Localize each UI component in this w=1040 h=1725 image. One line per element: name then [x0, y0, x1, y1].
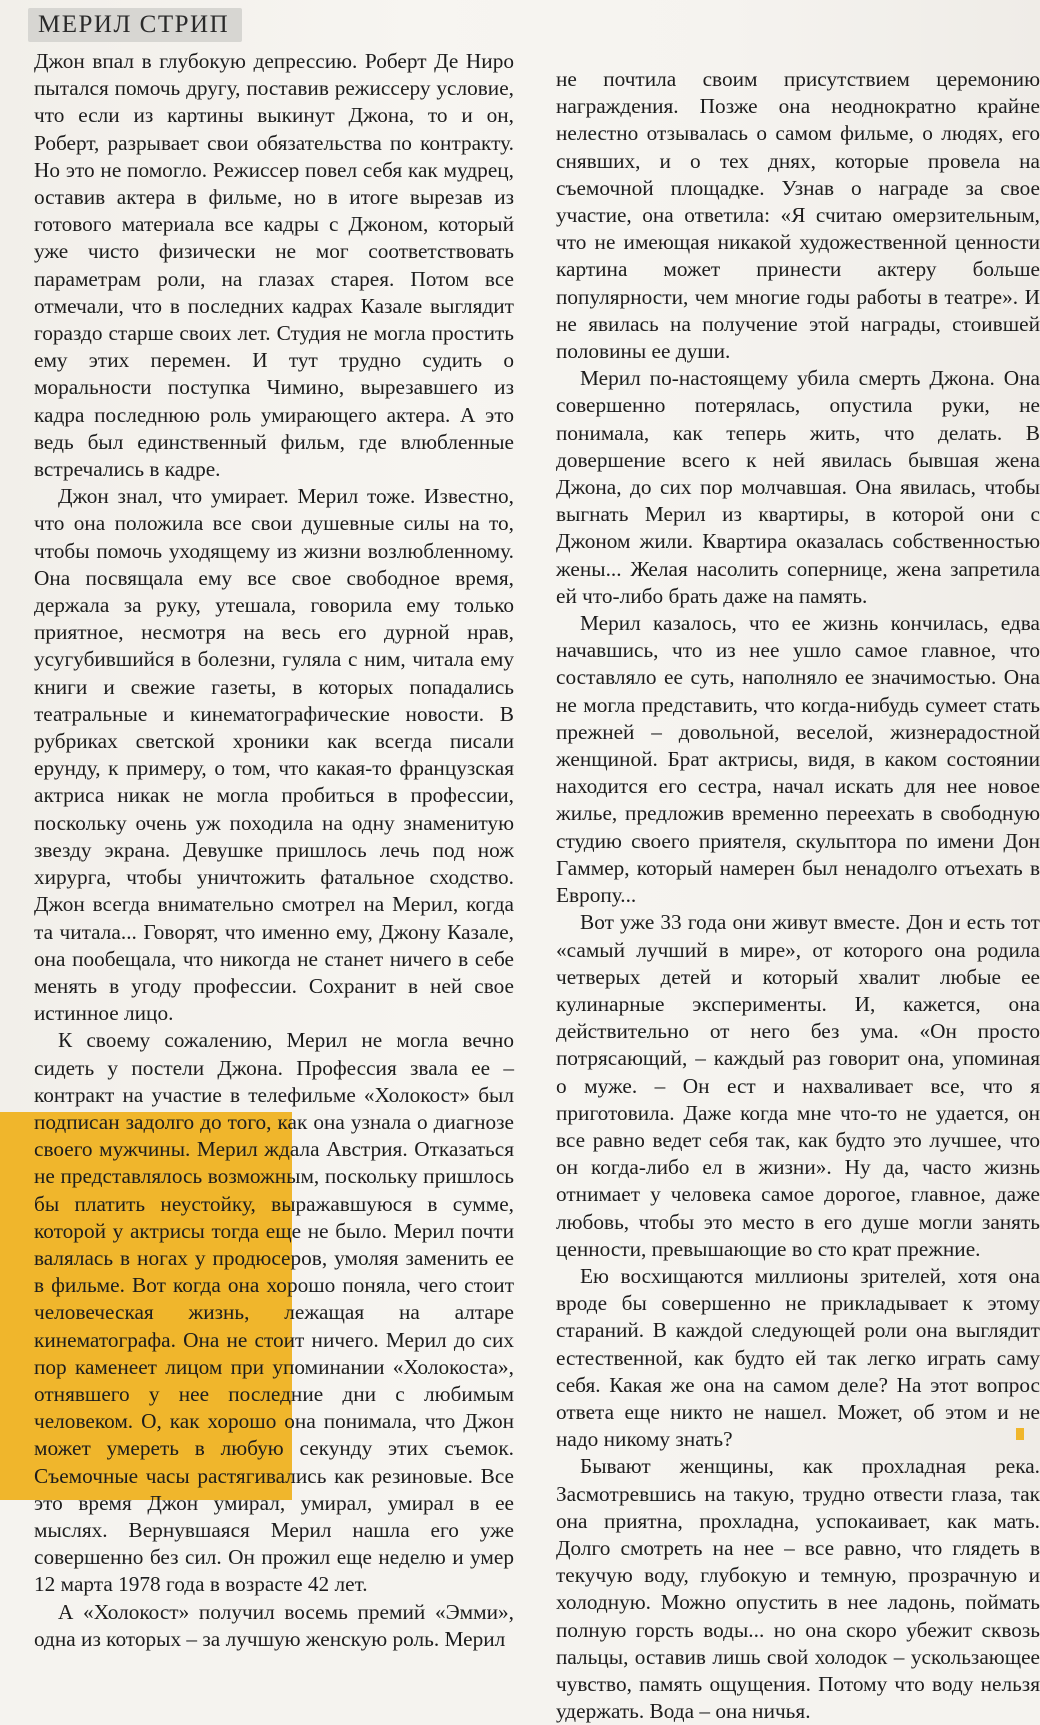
article-end-mark	[1016, 1428, 1024, 1440]
left-text-column	[34, 48, 514, 1653]
paragraph: Вот уже 33 года они живут вместе. Дон и есть тот «самый лучший в мире», от которого она родила четверых детей и который хвалит любые ее кулинарные эксперименты. И, кажется, она действительно от него без ума. «Он просто потрясающий, – каждый раз говорит она, упоминая о муже. – Он ест и нахваливает все, что я приготовила. Даже когда мне что-то не удается, он все равно ведет себя так, как будто это лучшее, что он когда-либо ел в жизни». Ну да, часто жизнь отнимает у человека самое дорогое, главное, даже любовь, чтобы это место в его душе могли занять ценности, превышающие во сто крат прежние.	[556, 910, 1040, 1261]
paragraph: Джон впал в глубокую депрессию. Роберт Де Ниро пытался помочь другу, поставив режиссеру условие, что если из картины выкинут Джона, то и он, Роберт, разрывает свои обязательства по контракту. Но это не помогло. Режиссер повел себя как мудрец, оставив актера в фильме, но в итоге вырезав из готового материала все кадры с Джоном, который уже чисто физически не мог соответствовать параметрам роли, на глазах старея. Потом все отмечали, что в последних кадрах Казале выглядит гораздо старше своих лет. Студия не могла простить ему этих перемен. И тут трудно судить о моральности поступка Чимино, вырезавшего из кадра последнюю роль умирающего актера. А это ведь был единственный фильм, где влюбленные встречались в кадре.	[34, 49, 514, 482]
paragraph-continuation: не почтила своим присутствием церемонию награждения. Позже она неоднократно крайне нелестно отзывалась о самом фильме, о людях, его снявших, и о тех днях, которые провела на съемочной площадке. Узнав о награде за свое участие, она ответила: «Я считаю омерзительным, что не имеющая никакой художественной ценности картина может принести актеру больше популярности, чем многие годы работы в театре». И не явилась на получение этой награды, стоившей половины ее души.	[556, 67, 1040, 364]
page-header-title: МЕРИЛ СТРИП	[38, 11, 230, 38]
paragraph: Мерил казалось, что ее жизнь кончилась, едва начавшись, что из нее ушло самое главное, что составляло ее суть, наполняло ее значимостью. Она не могла представить, что когда-нибудь сумеет стать прежней – довольной, веселой, жизнерадостной женщиной. Брат актрисы, видя, в каком состоянии находится его сестра, начал искать для нее новое жилье, предложив временно переехать в свободную студию своего приятеля, скульптора по имени Дон Гаммер, который намерен был ненадолго отъехать в Европу...	[556, 611, 1040, 908]
paragraph: К своему сожалению, Мерил не могла вечно сидеть у постели Джона. Профессия звала ее – контракт на участие в телефильме «Холокост» был подписан задолго до того, как она узнала о диагнозе своего мужчины. Мерил ждала Австрия. Отказаться не представлялось возможным, поскольку пришлось бы платить неустойку, выражавшуюся в сумме, которой у актрисы тогда еще не было. Мерил почти валялась в ногах у продюсеров, умоляя заменить ее в фильме. Вот когда она хорошо поняла, чего стоит человеческая жизнь, лежащая на алтаре кинематографа. Она не стоит ничего. Мерил до сих пор каменеет лицом при упоминании «Холокоста», отнявшего у нее последние дни с любимым человеком. О, как хорошо она понимала, что Джон может умереть в любую секунду этих съемок. Съемочные часы растягивались как резиновые. Все это время Джон умирал, умирал, умирал в ее мыслях. Вернувшаяся Мерил нашла его уже совершенно без сил. Он прожил еще неделю и умер 12 марта 1978 года в возрасте 42 лет.	[34, 1028, 514, 1597]
paragraph: Мерил по-настоящему убила смерть Джона. Она совершенно потерялась, опустила руки, не понимала, как теперь жить, что делать. В довершение всего к ней явилась бывшая жена Джона, до сих пор молчавшая. Она явилась, чтобы выгнать Мерил из квартиры, в которой они с Джоном жили. Квартира оказалась собственностью жены... Желая насолить сопернице, жена запретила ей что-либо брать даже на память.	[556, 366, 1040, 608]
paragraph: Ею восхищаются миллионы зрителей, хотя она вроде бы совершенно не прикладывает к этому стараний. В каждой следующей роли она выглядит естественной, как будто ей так легко играть саму себя. Какая же она на самом деле? На этот вопрос ответа еще никто не нашел. Может, об этом и не надо никому знать?	[556, 1263, 1040, 1452]
paragraph: Джон знал, что умирает. Мерил тоже. Известно, что она положила все свои душевные силы на то, чтобы помочь уходящему из жизни возлюбленному. Она посвящала ему все свое свободное время, держала за руку, утешала, говорила ему только приятное, несмотря на весь его дурной нрав, усугубившийся в болезни, гуляла с ним, читала ему книги и свежие газеты, в которых попадались театральные и кинематографические новости. В рубриках светской хроники как всегда писали ерунду, к примеру, о том, что какая-то французская актриса никак не могла пробиться в профессии, поскольку очень уж походила на одну знаменитую звезду экрана. Девушке пришлось лечь под нож хирурга, чтобы уничтожить фатальное сходство. Джон всегда внимательно смотрел на Мерил, когда та читала... Говорят, что именно ему, Джону Казале, она пообещала, что никогда не станет ничего в себе менять в угоду профессии. Сохранит в ней свое истинное лицо.	[34, 484, 514, 1026]
paragraph: Бывают женщины, как прохладная река. Засмотревшись на такую, трудно отвести глаза, так она приятна, прохладна, успокаивает, как мать. Долго смотреть на нее – все равно, что глядеть в текучую воду, глубокую и темную, прозрачную и холодную. Можно опустить в нее ладонь, поймать полную горсть воды... но она скоро убежит сквозь пальцы, оставив лишь свой холодок – ускользающее чувство, память ощущения. Потому что воду нельзя удержать. Вода – она ничья.	[556, 1454, 1040, 1724]
right-text-column	[556, 66, 1040, 1725]
paragraph: А «Холокост» получил восемь премий «Эмми», одна из которых – за лучшую женскую роль. Мерил	[34, 1599, 514, 1651]
